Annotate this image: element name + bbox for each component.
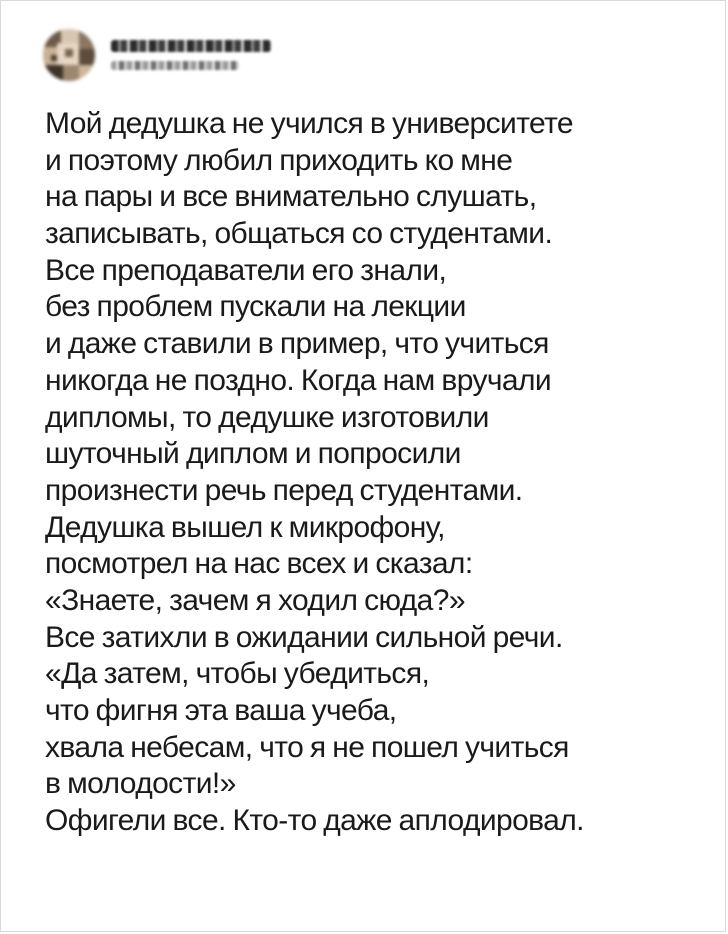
- post-text-line: записывать, общаться со студентами.: [45, 217, 553, 251]
- post-text-line: шуточный диплом и попросили: [45, 437, 461, 471]
- post-text-line: Все затихли в ожидании сильной речи.: [45, 620, 563, 654]
- post-text-line: что фигня эта ваша учеба,: [45, 694, 397, 727]
- post-text-line: Мой дедушка не учился в университете: [45, 107, 573, 140]
- author-handle-redacted[interactable]: [111, 61, 239, 70]
- post-text-line: никогда не поздно. Когда нам вручали: [45, 363, 552, 397]
- post-text-line: без проблем пускали на лекции: [45, 290, 466, 324]
- post-text-line: и даже ставили в пример, что учиться: [45, 327, 549, 361]
- post-text-line: в молодости!»: [45, 767, 236, 801]
- post-text-line: Дедушка вышел к микрофону,: [45, 510, 445, 544]
- post-text-line: произнести речь перед студентами.: [45, 473, 523, 507]
- post-text-line: дипломы, то дедушке изготовили: [45, 400, 489, 434]
- user-avatar-icon[interactable]: [43, 29, 95, 81]
- post-header: [43, 23, 271, 87]
- author-name-redacted[interactable]: [111, 40, 271, 52]
- post-text-line: Офигели все. Кто-то даже аплодировал.: [45, 804, 584, 838]
- post-text-line: на пары и все внимательно слушать,: [45, 180, 537, 214]
- post-text-line: «Да затем, чтобы убедиться,: [45, 657, 430, 691]
- post-text: [45, 106, 727, 840]
- post-text-line: хвала небесам, что я не пошел учиться: [45, 730, 569, 764]
- post-text-line: посмотрел на нас всех и сказал:: [45, 547, 473, 581]
- post-text-line: Все преподаватели его знали,: [45, 253, 447, 287]
- author-identity: [111, 40, 271, 70]
- post-text-line: «Знаете, зачем я ходил сюда?»: [45, 583, 465, 617]
- post-text-line: и поэтому любил приходить ко мне: [45, 143, 513, 177]
